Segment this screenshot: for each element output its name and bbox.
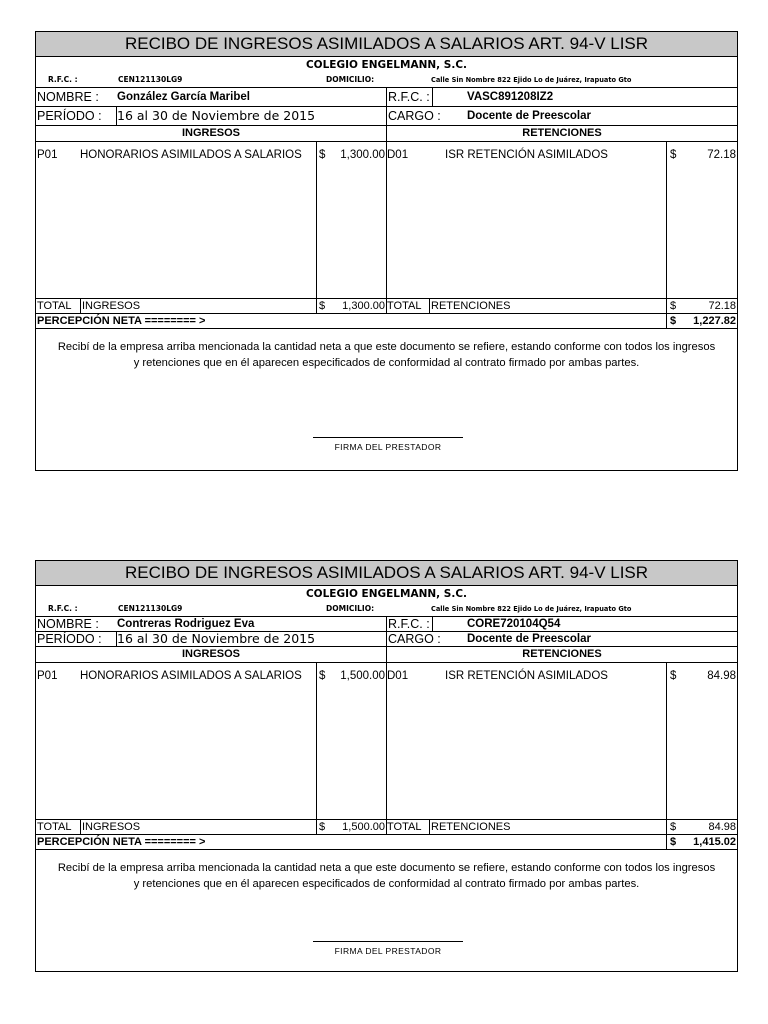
employee-rfc: VASC891208IZ2 (467, 91, 554, 103)
nombre-label: NOMBRE : (37, 617, 99, 631)
divider (316, 142, 317, 298)
section-header-row (36, 647, 737, 663)
company-rfc: CEN121130LG9 (118, 75, 183, 84)
ingresos-header: INGRESOS (181, 127, 241, 139)
total-retenciones-currency: $ (670, 300, 677, 312)
cargo: Docente de Preescolar (467, 110, 592, 122)
total-ingresos: 1,300.00 (342, 300, 385, 312)
total-label: TOTAL (37, 821, 72, 833)
neta-currency: $ (670, 315, 677, 327)
divider (386, 632, 387, 646)
income-amount: 1,300.00 (340, 149, 385, 161)
retenciones-header: RETENCIONES (522, 127, 602, 139)
receipt-2 (35, 560, 738, 972)
total-label: TOTAL (387, 821, 422, 833)
employee-name: González García Maribel (117, 91, 250, 103)
divider (666, 299, 667, 313)
income-currency: $ (319, 149, 326, 161)
divider (386, 107, 387, 125)
divider (666, 142, 667, 298)
cargo-label: CARGO : (388, 632, 441, 646)
income-amount: 1,500.00 (340, 670, 385, 682)
total-retenciones-label: RETENCIONES (431, 300, 511, 312)
period-row (36, 107, 737, 126)
retention-currency: $ (670, 670, 677, 682)
divider (432, 88, 433, 106)
ingresos-header: INGRESOS (181, 648, 241, 660)
signature-line: FIRMA DEL PRESTADOR (313, 437, 463, 452)
name-row (36, 617, 737, 632)
divider (316, 820, 317, 834)
percepcion-neta-label: PERCEPCIÓN NETA ======== > (37, 836, 206, 848)
divider (432, 617, 433, 631)
retention-currency: $ (670, 149, 677, 161)
retention-desc: ISR RETENCIÓN ASIMILADOS (445, 670, 608, 682)
items-area (36, 142, 737, 299)
receipt-1 (35, 31, 738, 471)
domicilio-label: DOMICILIO: (326, 604, 375, 613)
divider (386, 820, 387, 834)
company-rfc-label: R.F.C. : (48, 75, 78, 84)
divider (666, 663, 667, 819)
total-retenciones-currency: $ (670, 821, 677, 833)
company-info-row (36, 602, 737, 617)
divider (386, 663, 387, 819)
periodo-label: PERÍODO : (37, 109, 102, 123)
divider (316, 663, 317, 819)
neta-currency: $ (670, 836, 677, 848)
percepcion-neta: 1,227.82 (693, 315, 736, 327)
total-ingresos-currency: $ (319, 821, 326, 833)
company-name: COLEGIO ENGELMANN, S.C. (305, 588, 468, 600)
net-row (36, 835, 737, 850)
retention-code: D01 (387, 149, 409, 161)
company-name: COLEGIO ENGELMANN, S.C. (305, 59, 468, 71)
divider (429, 299, 430, 313)
retention-code: D01 (387, 670, 409, 682)
income-code: P01 (37, 149, 58, 161)
total-ingresos-label: INGRESOS (82, 821, 141, 833)
domicilio: Calle Sin Nombre 822 Ejido Lo de Juárez, Irapuato Gto (431, 605, 632, 613)
company-rfc-label: R.F.C. : (48, 604, 78, 613)
total-label: TOTAL (387, 300, 422, 312)
net-row (36, 314, 737, 329)
cargo: Docente de Preescolar (467, 633, 592, 645)
divider (386, 299, 387, 313)
nombre-label: NOMBRE : (37, 90, 99, 104)
percepcion-neta-label: PERCEPCIÓN NETA ======== > (37, 315, 206, 327)
divider (666, 314, 667, 328)
divider (386, 617, 387, 631)
retention-desc: ISR RETENCIÓN ASIMILADOS (445, 149, 608, 161)
divider (316, 299, 317, 313)
employee-name: Contreras Rodriguez Eva (117, 618, 255, 630)
divider (116, 107, 117, 125)
divider (666, 835, 667, 849)
income-desc: HONORARIOS ASIMILADOS A SALARIOS (80, 670, 302, 682)
periodo-label: PERÍODO : (37, 632, 102, 646)
periodo: 16 al 30 de Noviembre de 2015 (117, 631, 316, 646)
divider (429, 820, 430, 834)
period-row (36, 632, 737, 647)
employee-rfc-label: R.F.C. : (388, 90, 430, 104)
totals-row (36, 820, 737, 835)
periodo: 16 al 30 de Noviembre de 2015 (117, 108, 316, 123)
domicilio: Calle Sin Nombre 822 Ejido Lo de Juárez, Irapuato Gto (431, 76, 632, 84)
receipt-title: RECIBO DE INGRESOS ASIMILADOS A SALARIOS ART. 94-V LISR (36, 561, 737, 586)
company-rfc: CEN121130LG9 (118, 604, 183, 613)
name-row (36, 88, 737, 107)
divider (386, 88, 387, 106)
items-area (36, 663, 737, 820)
total-ingresos-label: INGRESOS (82, 300, 141, 312)
employee-rfc-label: R.F.C. : (388, 617, 430, 631)
receipt-title: RECIBO DE INGRESOS ASIMILADOS A SALARIOS ART. 94-V LISR (36, 32, 737, 57)
divider (80, 299, 81, 313)
cargo-label: CARGO : (388, 109, 441, 123)
total-retenciones-label: RETENCIONES (431, 821, 511, 833)
section-header-row (36, 126, 737, 142)
divider (116, 632, 117, 646)
divider (386, 647, 387, 662)
total-retenciones: 84.98 (708, 821, 736, 833)
income-desc: HONORARIOS ASIMILADOS A SALARIOS (80, 149, 302, 161)
divider (386, 126, 387, 141)
total-label: TOTAL (37, 300, 72, 312)
total-ingresos-currency: $ (319, 300, 326, 312)
domicilio-label: DOMICILIO: (326, 75, 375, 84)
total-retenciones: 72.18 (708, 300, 736, 312)
company-info-row (36, 73, 737, 88)
signature-line: FIRMA DEL PRESTADOR (313, 941, 463, 956)
total-ingresos: 1,500.00 (342, 821, 385, 833)
totals-row (36, 299, 737, 314)
income-code: P01 (37, 670, 58, 682)
divider (386, 142, 387, 298)
retention-amount: 72.18 (707, 149, 736, 161)
divider (666, 820, 667, 834)
retenciones-header: RETENCIONES (522, 648, 602, 660)
retention-amount: 84.98 (707, 670, 736, 682)
divider (80, 820, 81, 834)
statement-text: Recibí de la empresa arriba mencionada la cantidad neta a que este documento se refiere, estando conforme con todos los ingresos y retenciones que en él aparecen especificados de conformidad al contrato firmado por ambas partes. (57, 341, 716, 369)
percepcion-neta: 1,415.02 (693, 836, 736, 848)
income-currency: $ (319, 670, 326, 682)
statement-text: Recibí de la empresa arriba mencionada la cantidad neta a que este documento se refiere, estando conforme con todos los ingresos y retenciones que en él aparecen especificados de conformidad al contrato firmado por ambas partes. (57, 862, 716, 890)
employee-rfc: CORE720104Q54 (467, 618, 561, 630)
